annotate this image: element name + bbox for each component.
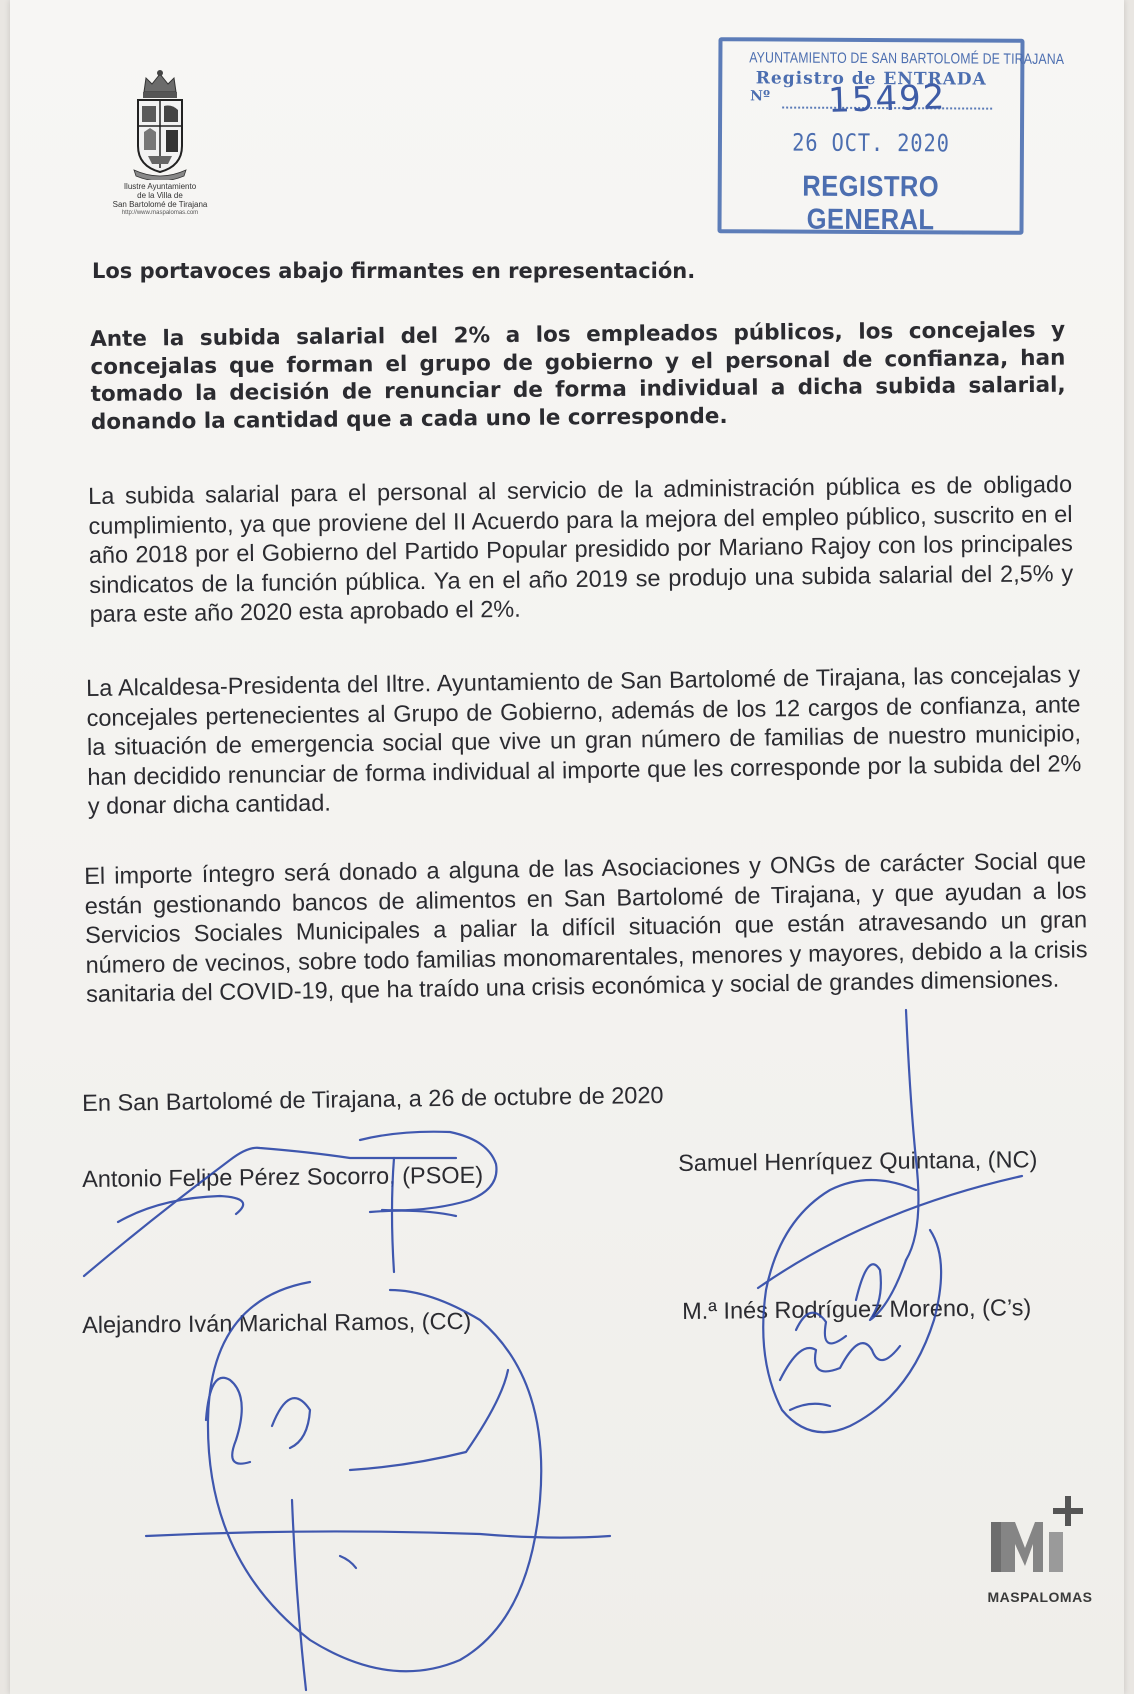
signatory-name: M.ª Inés Rodríguez Moreno, (C’s): [682, 1294, 1032, 1324]
maspalomas-logo: [980, 1486, 1100, 1605]
letter-bold-paragraph: Ante la subida salarial del 2% a los empleados públicos, los concejales y concejalas que forman el grupo de gobierno y el personal de confianza, han tomado la decisión de renunciar de forma individual a dicha subida salarial, donando la cantidad que a cada uno le corresponde.: [90, 317, 1066, 435]
maspalomas-logo-icon: [985, 1486, 1095, 1582]
stamp-entry-number: 15492: [827, 77, 947, 121]
document-page: [10, 0, 1124, 1694]
letter-intro: Los portavoces abajo firmantes en representación.: [92, 259, 696, 283]
letter-paragraph-3: El importe íntegro será donado a alguna de las Asociaciones y ONGs de carácter Social que están gestionando bancos de alimentos en San Bartolomé de Tirajana, y que ayudan a los Servicios Sociales Municipales a paliar la difícil situación que están atravesando un gran número de vecinos, sobre todo familias monomarentales, menores y mayores, debido a la crisis sanitaria del COVID-19, que ha traído una crisis económica y social de grandes dimensiones.: [84, 847, 1088, 1007]
coat-of-arms-icon: [130, 68, 190, 180]
signature-nc: [758, 1010, 1022, 1432]
signatory-name: Antonio Felipe Pérez Socorro, (PSOE): [82, 1161, 484, 1192]
stamp-number-label: Nº: [750, 88, 771, 105]
signatory-name: Samuel Henríquez Quintana, (NC): [678, 1146, 1038, 1176]
letterhead-url: http://www.maspalomas.com: [121, 210, 199, 216]
handwritten-signatures: [10, 0, 1124, 1694]
stamp-office: REGISTRO GENERAL: [802, 170, 940, 237]
stamp-date: 26 OCT. 2020: [792, 128, 950, 158]
stamp-organization: AYUNTAMIENTO DE SAN BARTOLOMÉ DE TIRAJANA: [749, 49, 1065, 69]
signatory-name: Alejandro Iván Marichal Ramos, (CC): [82, 1307, 472, 1338]
letterhead-caption-line: de la Villa de: [137, 191, 183, 200]
registry-entry-stamp: [717, 37, 1065, 237]
maspalomas-logo-name: MASPALOMAS: [987, 1589, 1093, 1605]
signature-cc: [146, 1282, 610, 1690]
letterhead-caption-line: Ilustre Ayuntamiento: [123, 182, 197, 191]
letter-paragraph-2: La Alcaldesa-Presidenta del Iltre. Ayuntamiento de San Bartolomé de Tirajana, las concejalas y concejales pertenecientes al Grupo de Gobierno, además de los 12 cargos de confianza, ante la situación de emergencia social que vive un gran número de familias de nuestro municipio, han decidido renunciar de forma individual al importe que les corresponde por la subida del 2% y donar dicha cantidad.: [86, 661, 1082, 819]
letter-paragraph-1: La subida salarial para el personal al servicio de la administración pública es de obligado cumplimiento, ya que proviene del II Acuerdo para la mejora del empleo público, suscrito en el año 2018 por el Gobierno del Partido Popular presidido por Mariano Rajoy con los principales sindicatos de la función pública. Ya en el año 2019 se produjo una subida salarial del 2,5% y para este año 2020 esta aprobado el 2%.: [88, 470, 1074, 627]
letter-place-date: En San Bartolomé de Tirajana, a 26 de octubre de 2020: [82, 1081, 664, 1116]
stamp-register-type: Registro de ENTRADA: [755, 68, 987, 90]
letterhead-caption-line: San Bartolomé de Tirajana: [112, 200, 208, 209]
signature-psoe: [84, 1132, 496, 1276]
municipal-coat-of-arms: [110, 68, 210, 228]
